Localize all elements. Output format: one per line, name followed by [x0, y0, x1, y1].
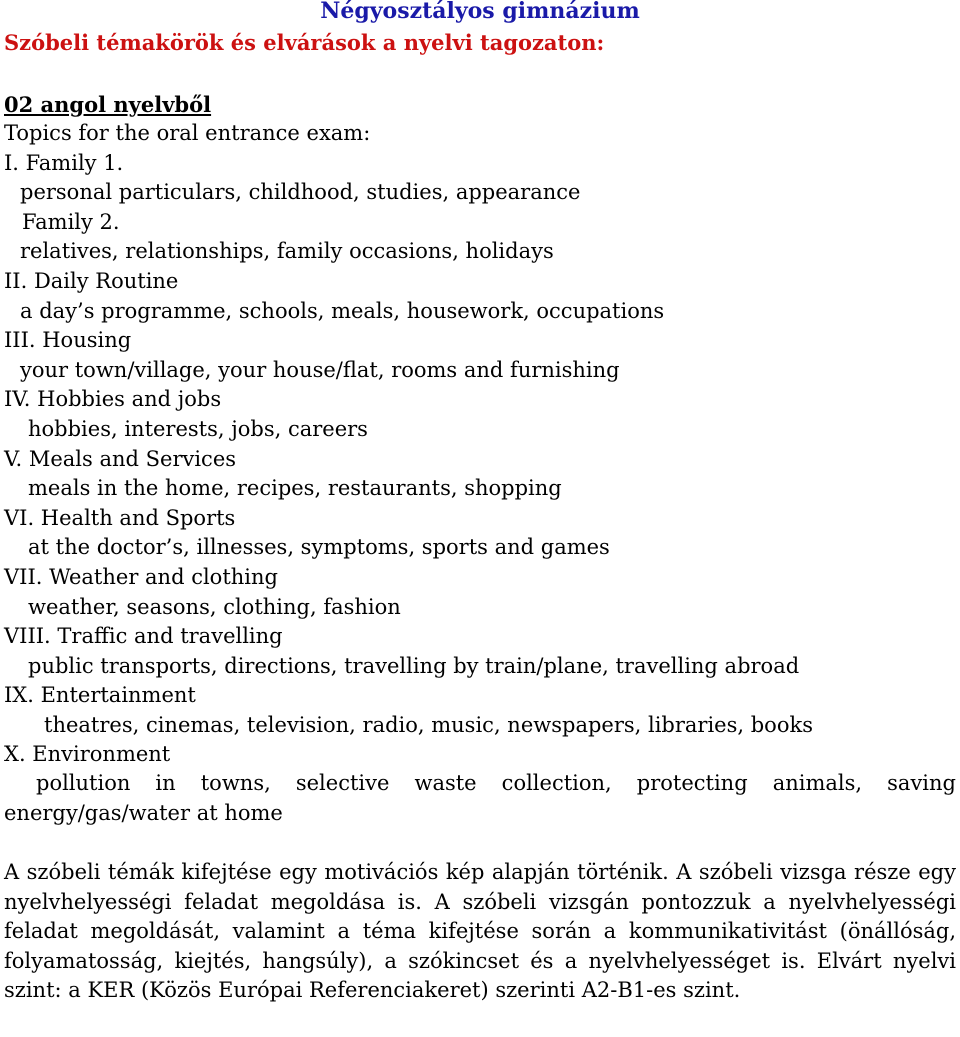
topic-line: VI. Health and Sports	[4, 505, 236, 530]
topic-line: a day’s programme, schools, meals, housework, occupations	[20, 298, 665, 323]
topic-line: personal particulars, childhood, studies, appearance	[20, 180, 581, 205]
environment-description	[4, 769, 956, 828]
exam-summary-paragraph: A szóbeli témák kifejtése egy motivációs kép alapján történik. A szóbeli vizsga része egy nyelvhelyességi feladat megoldása is. A szóbeli vizsgán pontozzuk a nyelvhelyességi feladat megoldását, valamint a téma kifejtése során a kommunikativitást (önállóság, folyamatosság, kiejtés, hangsúly), a szókincset és a nyelvhelyességet is. Elvárt nyelvi szint: a KER (Közös Európai Referenciakeret) szerinti A2-B1-es szint.	[4, 860, 956, 1003]
topic-line: hobbies, interests, jobs, careers	[28, 416, 368, 441]
topic-line: weather, seasons, clothing, fashion	[28, 594, 401, 619]
topic-line: at the doctor’s, illnesses, symptoms, sports and games	[28, 535, 610, 560]
topic-line: VIII. Traffic and travelling	[4, 624, 283, 649]
topic-line: II. Daily Routine	[4, 268, 179, 293]
topics-intro: Topics for the oral entrance exam:	[4, 121, 371, 145]
topic-line: meals in the home, recipes, restaurants, shopping	[28, 476, 562, 501]
topic-list	[0, 119, 813, 770]
topic-line: IV. Hobbies and jobs	[4, 387, 222, 412]
topic-line: your town/village, your house/flat, rooms and furnishing	[20, 357, 620, 382]
topic-line: I. Family 1.	[4, 150, 124, 175]
document-title: Négyosztályos gimnázium	[320, 0, 640, 24]
topic-line: theatres, cinemas, television, radio, music, newspapers, libraries, books	[44, 712, 813, 737]
topic-line: III. Housing	[4, 328, 132, 353]
topic-line: VII. Weather and clothing	[4, 564, 278, 589]
topic-line: Family 2.	[22, 209, 120, 234]
language-heading: 02 angol nyelvből	[4, 92, 212, 117]
document-subtitle: Szóbeli témakörök és elvárások a nyelvi tagozaton:	[4, 30, 605, 55]
topic-line: IX. Entertainment	[4, 683, 196, 708]
topic-line: relatives, relationships, family occasions, holidays	[20, 239, 554, 264]
environment-text: pollution in towns, selective waste collection, protecting animals, saving energy/gas/water at home	[4, 771, 956, 825]
topic-line: public transports, directions, travelling by train/plane, travelling abroad	[28, 653, 800, 678]
topic-line: X. Environment	[4, 742, 171, 767]
topic-line: V. Meals and Services	[4, 446, 237, 471]
